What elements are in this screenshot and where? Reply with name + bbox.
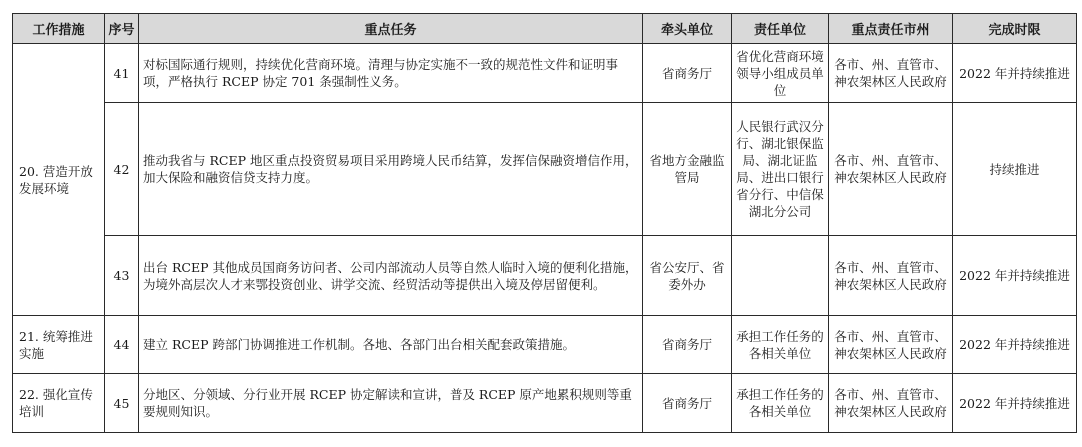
key-city-cell: 各市、州、直管市、神农架林区人民政府 xyxy=(829,374,953,433)
deadline-cell: 2022 年并持续推进 xyxy=(953,44,1077,103)
key-city-cell: 各市、州、直管市、神农架林区人民政府 xyxy=(829,236,953,316)
header-lead-unit: 牵头单位 xyxy=(643,14,732,44)
deadline-cell: 2022 年并持续推进 xyxy=(953,236,1077,316)
table-header-row xyxy=(13,14,1077,44)
key-city-cell: 各市、州、直管市、神农架林区人民政府 xyxy=(829,44,953,103)
row-number: 42 xyxy=(105,103,139,236)
header-measure: 工作措施 xyxy=(13,14,105,44)
header-key-city: 重点责任市州 xyxy=(829,14,953,44)
lead-unit-cell: 省商务厅 xyxy=(643,44,732,103)
responsible-unit-cell xyxy=(732,236,829,316)
row-number: 41 xyxy=(105,44,139,103)
table-row xyxy=(13,374,1077,433)
measure-cell: 20. 营造开放发展环境 xyxy=(13,44,105,316)
task-cell: 出台 RCEP 其他成员国商务访问者、公司内部流动人员等自然人临时入境的便利化措施，为境外高层次人才来鄂投资创业、讲学交流、经贸活动等提供出入境及停居留便利。 xyxy=(139,236,643,316)
key-city-cell: 各市、州、直管市、神农架林区人民政府 xyxy=(829,316,953,374)
responsible-unit-cell: 省优化营商环境领导小组成员单位 xyxy=(732,44,829,103)
task-cell: 建立 RCEP 跨部门协调推进工作机制。各地、各部门出台相关配套政策措施。 xyxy=(139,316,643,374)
table-row xyxy=(13,44,1077,103)
header-no: 序号 xyxy=(105,14,139,44)
task-cell: 分地区、分领域、分行业开展 RCEP 协定解读和宣讲，普及 RCEP 原产地累积规则等重要规则知识。 xyxy=(139,374,643,433)
header-deadline: 完成时限 xyxy=(953,14,1077,44)
table-row xyxy=(13,103,1077,236)
row-number: 44 xyxy=(105,316,139,374)
policy-table-container xyxy=(12,13,1077,433)
task-cell: 推动我省与 RCEP 地区重点投资贸易项目采用跨境人民币结算，发挥信保融资增信作用，加大保险和融资信贷支持力度。 xyxy=(139,103,643,236)
key-city-cell: 各市、州、直管市、神农架林区人民政府 xyxy=(829,103,953,236)
lead-unit-cell: 省商务厅 xyxy=(643,316,732,374)
task-cell: 对标国际通行规则，持续优化营商环境。清理与协定实施不一致的规范性文件和证明事项，严格执行 RCEP 协定 701 条强制性义务。 xyxy=(139,44,643,103)
lead-unit-cell: 省公安厅、省委外办 xyxy=(643,236,732,316)
responsible-unit-cell: 人民银行武汉分行、湖北银保监局、湖北证监局、进出口银行省分行、中信保湖北分公司 xyxy=(732,103,829,236)
responsible-unit-cell: 承担工作任务的各相关单位 xyxy=(732,374,829,433)
deadline-cell: 2022 年并持续推进 xyxy=(953,316,1077,374)
measure-cell: 22. 强化宣传培训 xyxy=(13,374,105,433)
table-row xyxy=(13,316,1077,374)
rcep-task-table xyxy=(12,13,1077,433)
measure-cell: 21. 统筹推进实施 xyxy=(13,316,105,374)
header-responsible-unit: 责任单位 xyxy=(732,14,829,44)
lead-unit-cell: 省商务厅 xyxy=(643,374,732,433)
header-task: 重点任务 xyxy=(139,14,643,44)
row-number: 45 xyxy=(105,374,139,433)
table-row xyxy=(13,236,1077,316)
deadline-cell: 2022 年并持续推进 xyxy=(953,374,1077,433)
row-number: 43 xyxy=(105,236,139,316)
deadline-cell: 持续推进 xyxy=(953,103,1077,236)
lead-unit-cell: 省地方金融监管局 xyxy=(643,103,732,236)
responsible-unit-cell: 承担工作任务的各相关单位 xyxy=(732,316,829,374)
